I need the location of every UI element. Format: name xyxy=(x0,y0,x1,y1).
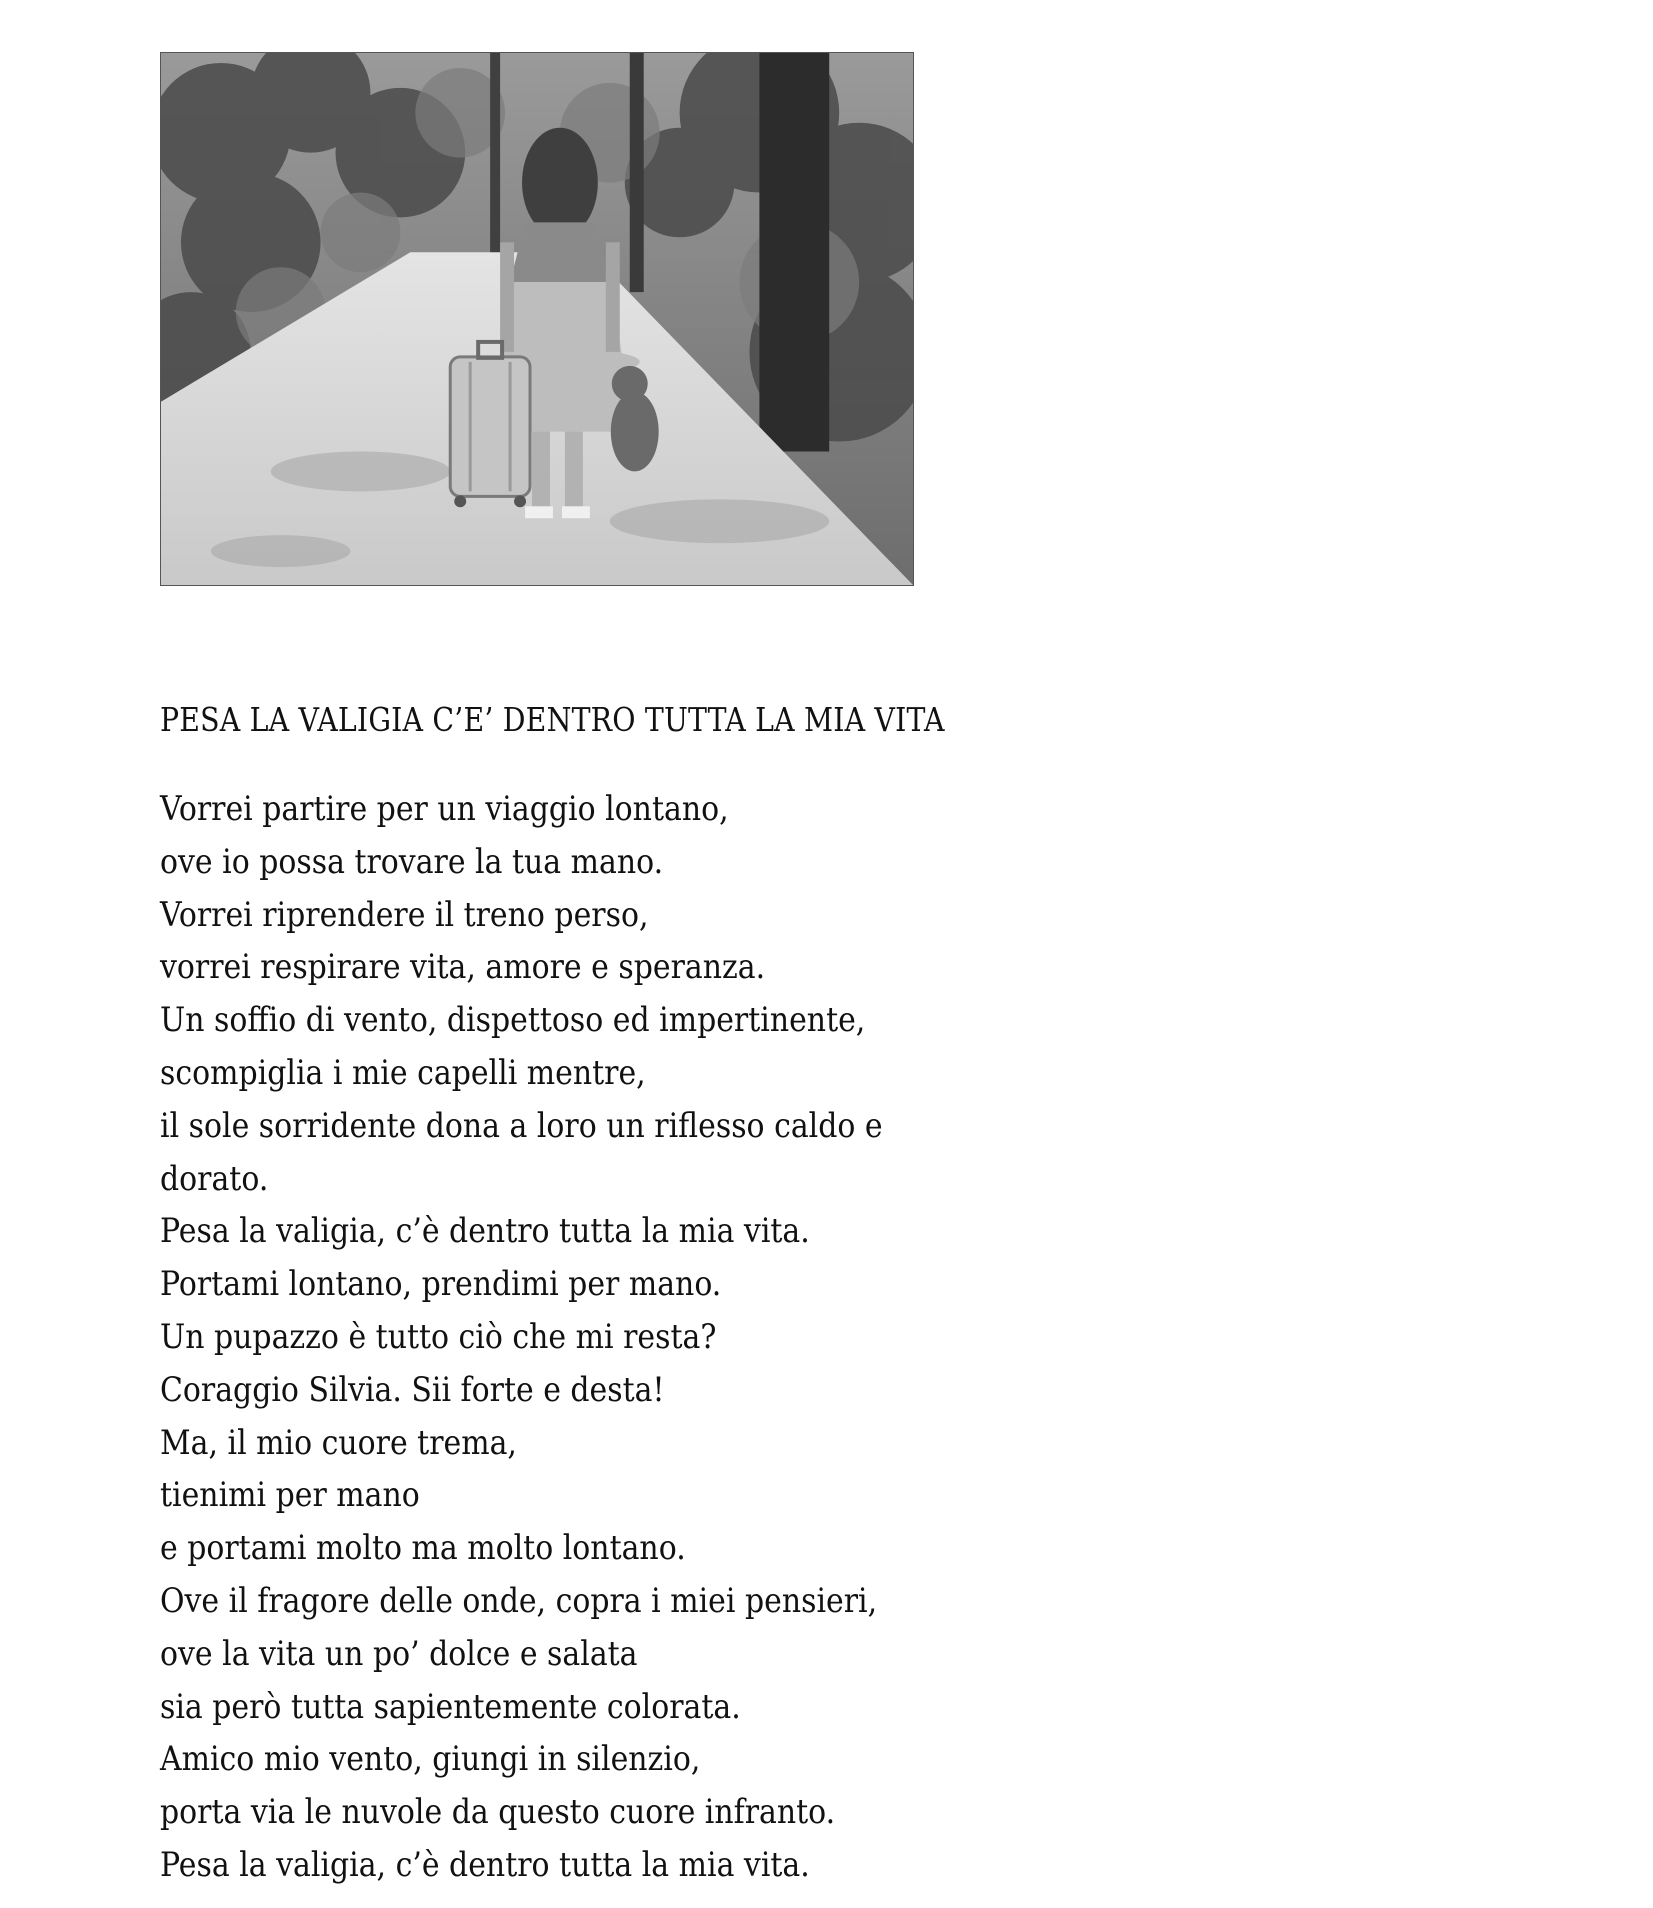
poem-line: Ma, il mio cuore trema, xyxy=(160,1422,517,1463)
poem-line: Vorrei riprendere il treno perso, xyxy=(160,894,649,935)
poem-line: Amico mio vento, giungi in silenzio, xyxy=(160,1739,701,1780)
poem-line: Coraggio Silvia. Sii forte e desta! xyxy=(160,1369,665,1410)
poem-line: e portami molto ma molto lontano. xyxy=(160,1528,686,1569)
poem-line: vorrei respirare vita, amore e speranza. xyxy=(160,947,766,988)
poem-line: dorato. xyxy=(160,1158,269,1199)
poem-line: il sole sorridente dona a loro un riflesso caldo e xyxy=(160,1105,883,1146)
poem-line: tienimi per mano xyxy=(160,1475,420,1516)
poem-line: ove io possa trovare la tua mano. xyxy=(160,841,664,882)
poem-line: Pesa la valigia, c’è dentro tutta la mia vita. xyxy=(160,1211,810,1252)
poem-line: scompiglia i mie capelli mentre, xyxy=(160,1052,646,1093)
poem-title: PESA LA VALIGIA C’E’ DENTRO TUTTA LA MIA VITA xyxy=(160,700,945,739)
poem-line: Vorrei partire per un viaggio lontano, xyxy=(160,789,729,829)
photo-illustration xyxy=(161,53,913,585)
poem-line: Ove il fragore delle onde, copra i miei pensieri, xyxy=(160,1580,878,1621)
poem-line: porta via le nuvole da questo cuore infranto. xyxy=(160,1792,836,1833)
poem-line: sia però tutta sapientemente colorata. xyxy=(160,1686,741,1727)
poem-line: Portami lontano, prendimi per mano. xyxy=(160,1264,722,1305)
poem-line: Un pupazzo è tutto ciò che mi resta? xyxy=(160,1316,717,1357)
poem-line: ove la vita un po’ dolce e salata xyxy=(160,1633,638,1674)
poem-line: Pesa la valigia, c’è dentro tutta la mia vita. xyxy=(160,1844,810,1885)
photo-girl-with-suitcase xyxy=(160,52,914,586)
poem-text xyxy=(160,783,981,1892)
poem-line: Un soffio di vento, dispettoso ed impertinente, xyxy=(160,1000,866,1041)
